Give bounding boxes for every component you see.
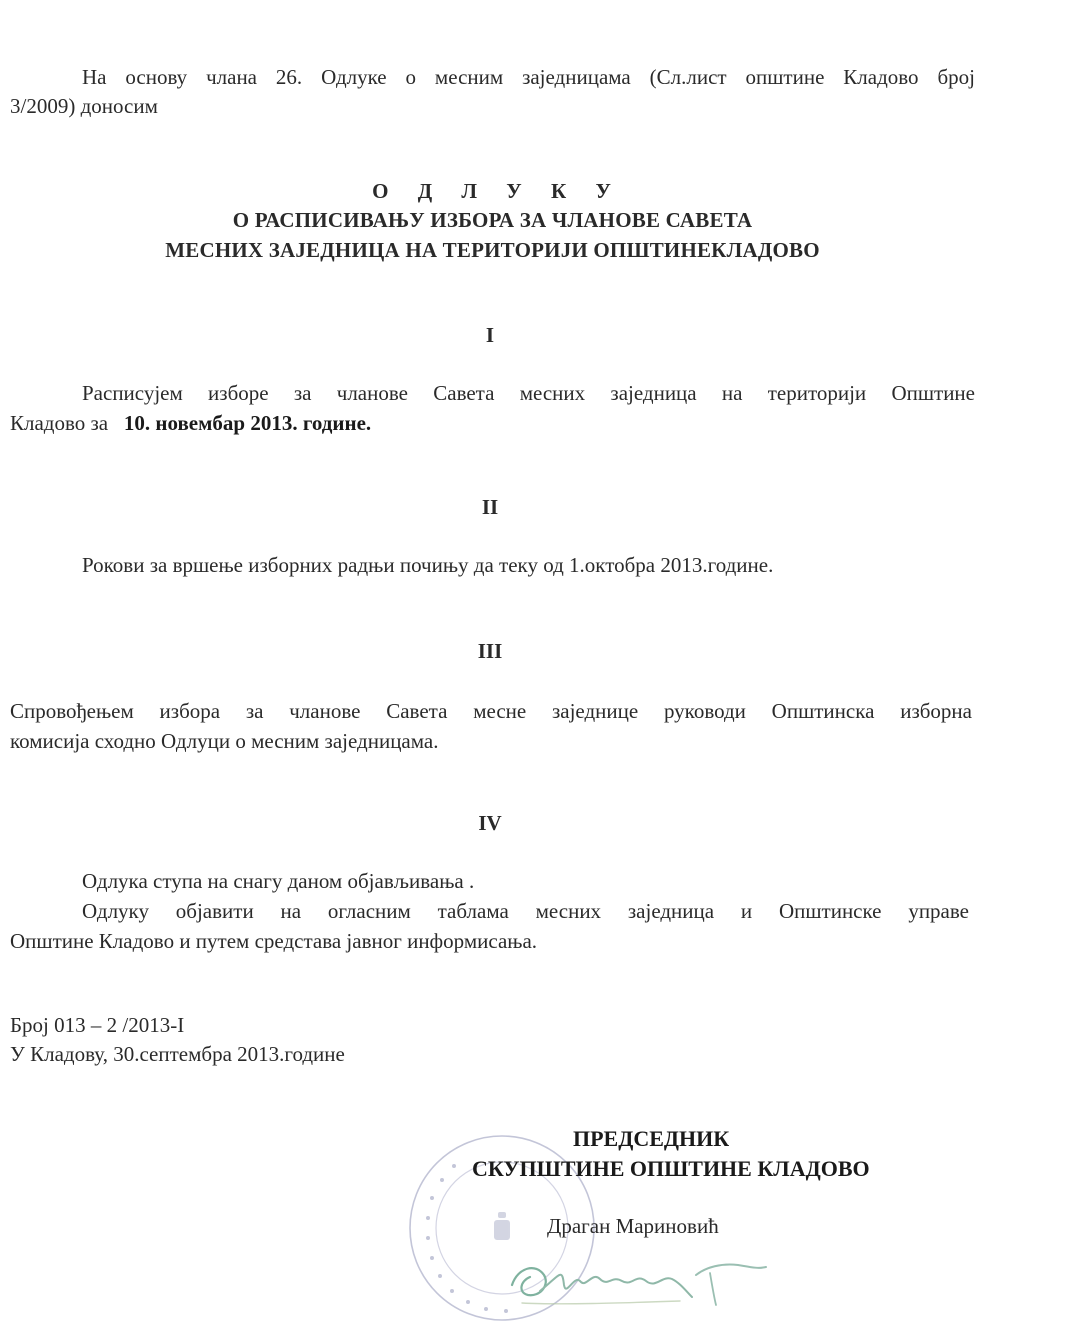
document-number: Број 013 – 2 /2013-I — [10, 1013, 185, 1037]
section-1-prefix: Кладово за — [10, 411, 109, 435]
section-3-line-1: Спровођењем избора за чланове Савета месне заједнице руководи Општинска изборна — [10, 699, 972, 723]
section-numeral-3: III — [477, 639, 503, 663]
section-4-line-1: Одлука ступа на снагу даном објављивања . — [82, 869, 475, 893]
document-title: О Д Л У К У — [372, 179, 623, 203]
preamble-line-2: 3/2009) доносим — [10, 94, 158, 118]
section-4-line-3: Општине Кладово и путем средстава јавног информисања. — [10, 929, 538, 953]
signatory-title-2: СКУПШТИНЕ ОПШТИНЕ КЛАДОВО — [472, 1156, 870, 1181]
signatory-title-1: ПРЕДСЕДНИК — [573, 1126, 730, 1151]
section-numeral-2: II — [481, 495, 499, 519]
title-subline-1: О РАСПИСИВАЊУ ИЗБОРА ЗА ЧЛАНОВЕ САВЕТА — [232, 208, 753, 232]
preamble-line-1: На основу члана 26. Одлуке о месним заједницама (Сл.лист општине Кладово број — [82, 65, 975, 89]
section-1-line-1: Расписујем изборе за чланове Савета месних заједница на територији Општине — [82, 381, 975, 405]
title-subline-2: МЕСНИХ ЗАЈЕДНИЦА НА ТЕРИТОРИЈИ ОПШТИНЕКЛАДОВО — [165, 238, 820, 262]
place-and-date: У Кладову, 30.септембра 2013.године — [10, 1042, 345, 1066]
section-numeral-1: I — [485, 323, 495, 347]
election-date: 10. новембар 2013. године. — [123, 411, 372, 435]
section-1-line-2 — [10, 408, 371, 438]
section-2-line-1: Рокови за вршење изборних радњи почињу да теку од 1.октобра 2013.године. — [82, 553, 774, 577]
handwritten-signature — [500, 1245, 780, 1315]
section-3-line-2: комисија сходно Одлуци о месним заједницама. — [10, 729, 439, 753]
signatory-name: Драган Мариновић — [547, 1214, 719, 1238]
section-numeral-4: IV — [478, 811, 502, 835]
section-4-line-2: Одлуку објавити на огласним таблама месних заједница и Општинске управе — [82, 899, 969, 923]
